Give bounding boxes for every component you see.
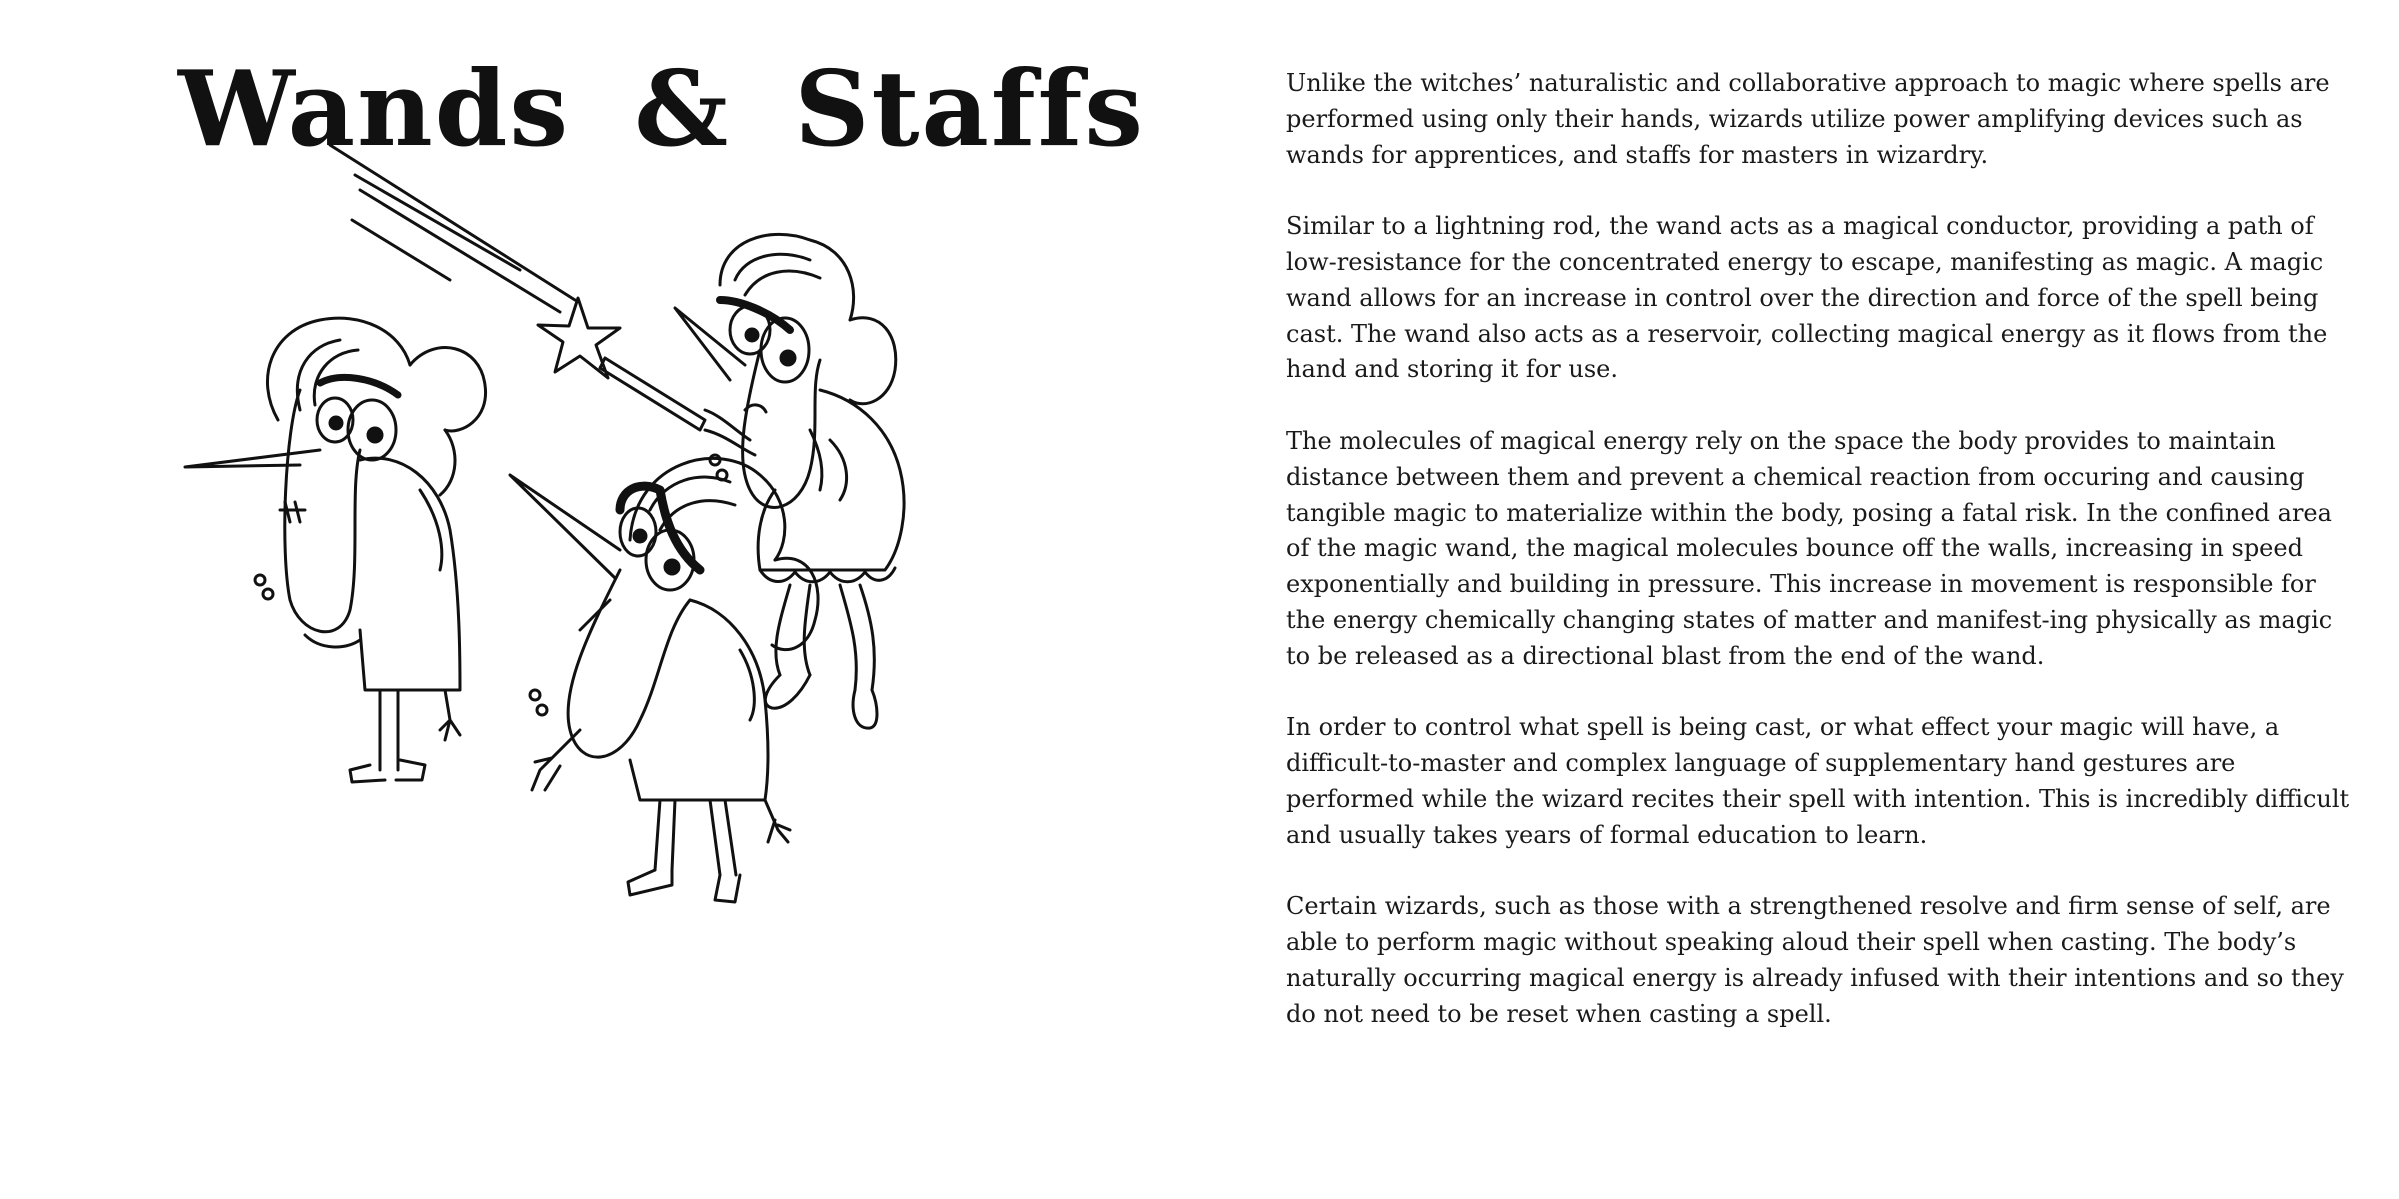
star-wand [538,298,705,430]
magic-streak-lines [330,145,575,312]
wizards-illustration [160,130,1040,1090]
wizard-flying [675,234,904,728]
paragraph-3: The molecules of magical energy rely on the space the body provides to maintain distance between them and prevent a chemical reaction from occuring and causing tangible magic to materialize within the body, posing a fatal risk. In the confined area of the magic wand, the magical molecules bounce off the walls, increasing in speed exponentially and building in pressure. This increase in movement is responsible for the energy chemically changing states of matter and manifest-ing physically as magic to be released as a directional blast from the end of the wand. [1286,426,2333,670]
paragraph-5: Certain wizards, such as those with a strengthened resolve and firm sense of self, are able to perform magic without speaking aloud their spell when casting. The body’s naturally occurring magical energy is already infused with their intentions and so they do not need to be reset when casting a spell. [1286,892,2344,1028]
body-text [1286,66,2356,1068]
page-title: Wands & Staffs [178,47,1145,170]
paragraph-2: Similar to a lightning rod, the wand acts as a magical conductor, providing a path of low-resistance for the concentrated energy to escape, manifesting as magic. A magic wand allows for an increase in control over the direction and force of the spell being cast. The wand also acts as a reservoir, collecting magical energy as it flows from the hand and storing it for use. [1286,212,2328,384]
paragraph-1: Unlike the witches’ naturalistic and collaborative approach to magic where spells are performed using only their hands, wizards utilize power amplifying devices such as wands for apprentices, and staffs for masters in wizardry. [1286,69,2330,169]
paragraph-4: In order to control what spell is being cast, or what effect your magic will have, a difficult-to-master and complex language of supplementary hand gestures are performed while the wizard recites their spell with intention. This is incredibly difficult and usually takes years of formal education to learn. [1286,713,2350,849]
wizard-walking [510,458,818,902]
wizard-standing [185,318,486,782]
